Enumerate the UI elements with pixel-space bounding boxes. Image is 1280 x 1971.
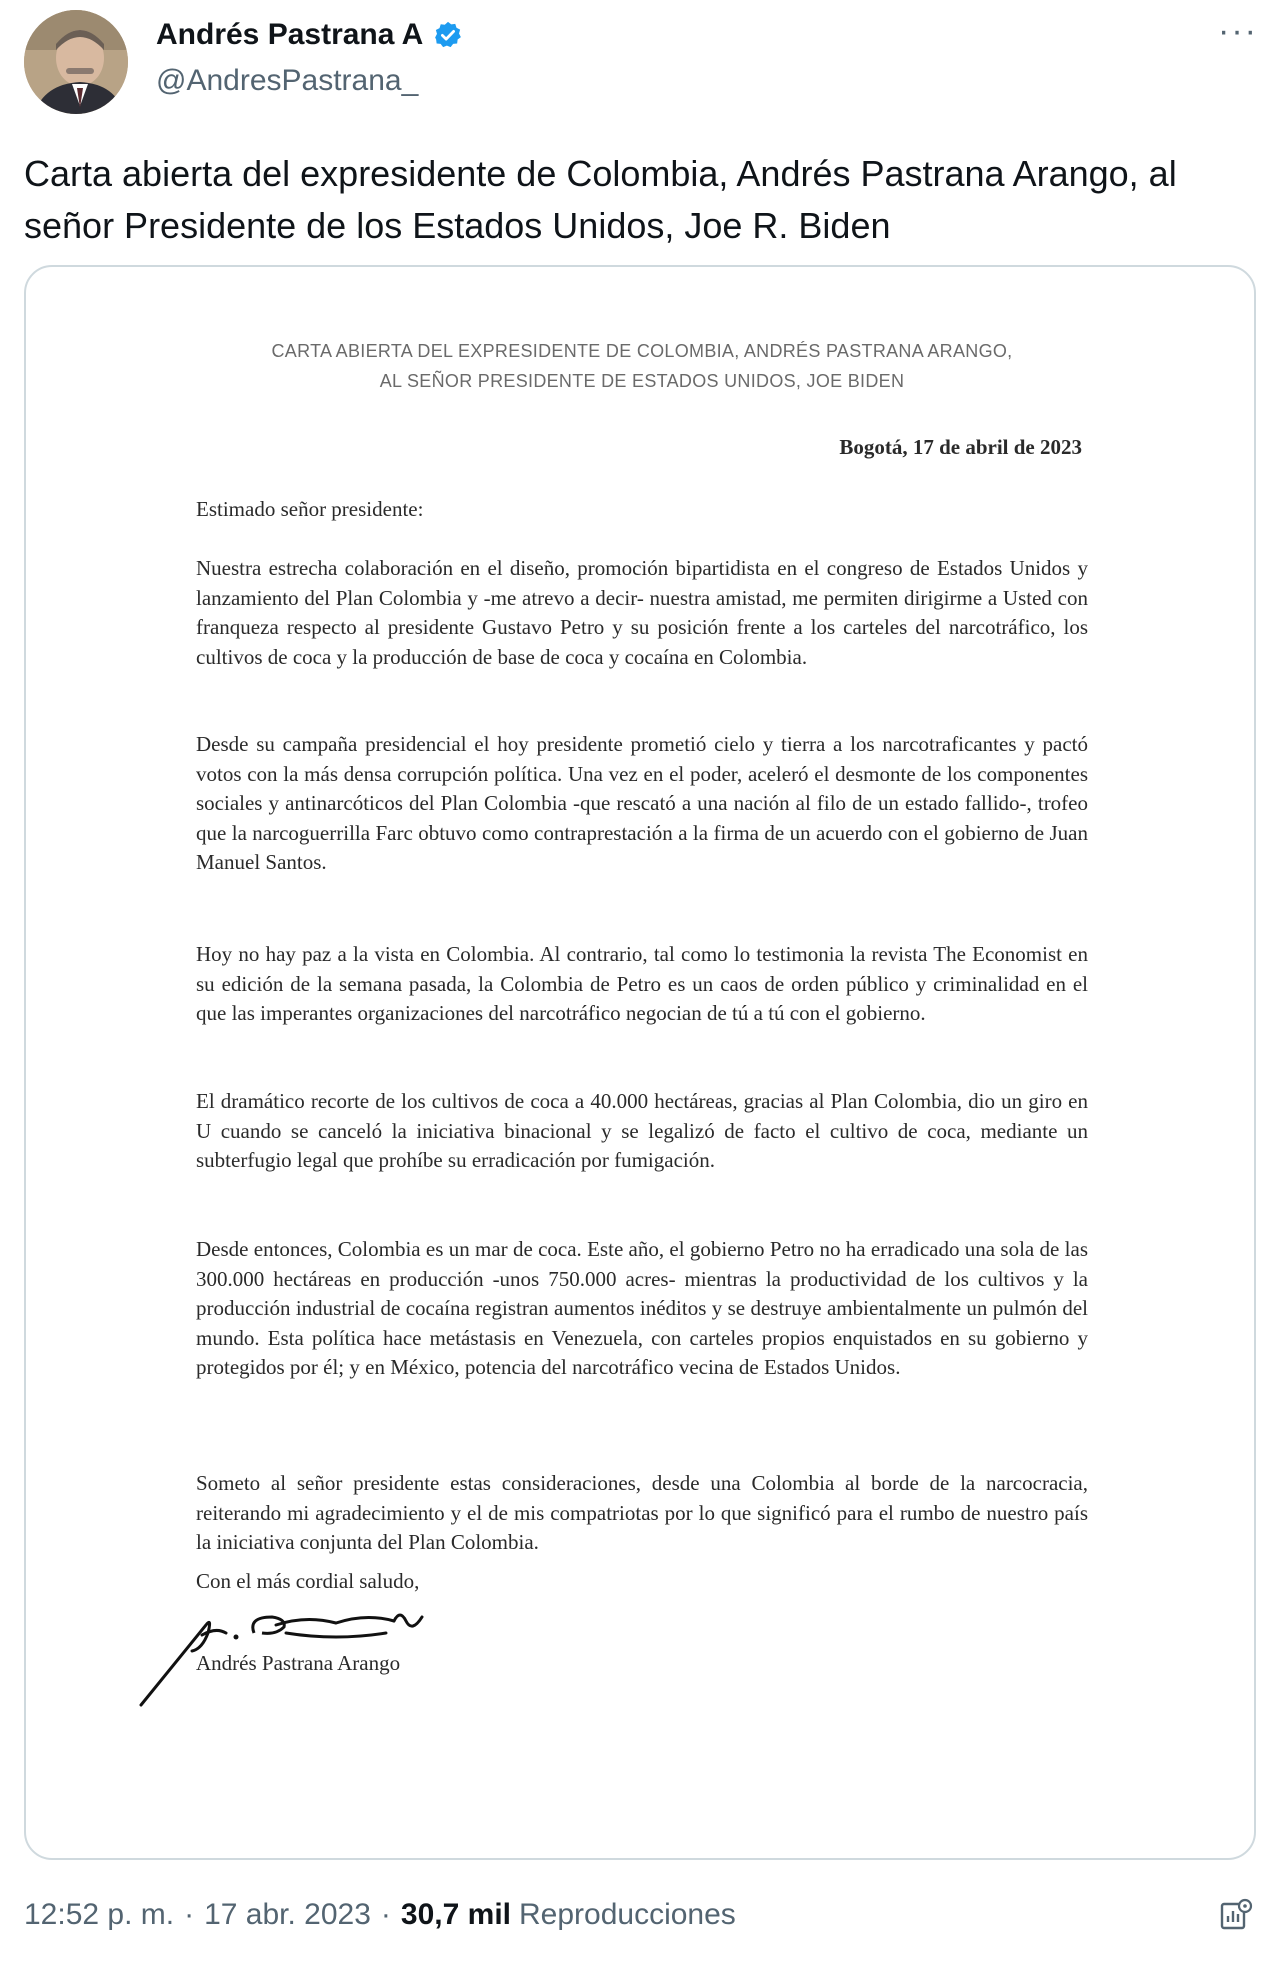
- letter-closing: Con el más cordial saludo,: [196, 1569, 420, 1593]
- author-avatar[interactable]: [24, 10, 128, 114]
- letter-header-line-1: CARTA ABIERTA DEL EXPRESIDENTE DE COLOMBIA, ANDRÉS PASTRANA ARANGO,: [271, 341, 1013, 361]
- views-count: 30,7 mil: [400, 1898, 511, 1931]
- letter-header-line-2: AL SEÑOR PRESIDENTE DE ESTADOS UNIDOS, JOE BIDEN: [379, 371, 905, 391]
- letter-paragraph: Someto al señor presidente estas consideraciones, desde una Colombia al borde de la narcocracia, reiterando mi agradecimiento y el de mis compatriotas por lo que significó para el rumbo de nuestro país la iniciativa conjunta del Plan Colombia.: [196, 1471, 1088, 1554]
- author-handle[interactable]: @AndresPastrana_: [156, 64, 419, 97]
- analytics-icon[interactable]: [1216, 1896, 1256, 1936]
- author-name-row[interactable]: [156, 18, 463, 52]
- author-name[interactable]: Andrés Pastrana A: [156, 18, 424, 51]
- meta-separator: ·: [184, 1898, 195, 1931]
- meta-separator: ·: [380, 1898, 391, 1931]
- letter-paragraph: El dramático recorte de los cultivos de coca a 40.000 hectáreas, gracias al Plan Colombia, dio un giro en U cuando se canceló la iniciativa binacional y se legalizó de facto el cultivo de coca, mediante un subterfugio legal que prohíbe su erradicación por fumigación.: [196, 1089, 1088, 1172]
- avatar-photo: [24, 10, 128, 114]
- tweet-date[interactable]: 17 abr. 2023: [204, 1898, 371, 1931]
- letter-paragraph: Desde entonces, Colombia es un mar de coca. Este año, el gobierno Petro no ha erradicado una sola de las 300.000 hectáreas en producción -unos 750.000 acres- mientras la productividad de los cultivos y la producción industrial de cocaína registran aumentos inéditos y se destruye ambientalmente un pulmón del mundo. Esta política hace metástasis en Venezuela, con carteles propios enquistados en su gobierno y protegidos por él; y en México, potencia del narcotráfico vecina de Estados Unidos.: [196, 1237, 1088, 1379]
- tweet-time[interactable]: 12:52 p. m.: [24, 1898, 175, 1931]
- letter-paragraph: Nuestra estrecha colaboración en el diseño, promoción bipartidista en el congreso de Estados Unidos y lanzamiento del Plan Colombia y -me atrevo a decir- nuestra amistad, me permiten dirigirme a Usted con franqueza respecto al presidente Gustavo Petro y su posición frente a los carteles del narcotráfico, los cultivos de coca y la producción de base de coca y cocaína en Colombia.: [196, 556, 1088, 669]
- tweet-media-image[interactable]: [24, 265, 1256, 1860]
- letter-date: Bogotá, 17 de abril de 2023: [839, 435, 1082, 459]
- letter-document: [26, 267, 1254, 1858]
- letter-signer-name: Andrés Pastrana Arango: [196, 1651, 401, 1675]
- letter-salutation: Estimado señor presidente:: [196, 497, 424, 521]
- views-label: Reproducciones: [519, 1898, 736, 1931]
- verified-badge-icon: [433, 20, 463, 50]
- letter-paragraph: Desde su campaña presidencial el hoy presidente prometió cielo y tierra a los narcotraficantes y pactó votos con la más densa corrupción política. Una vez en el poder, aceleró el desmonte de los componentes sociales y antinarcóticos del Plan Colombia -que rescató a una nación al filo de un estado fallido-, trofeo que la narcoguerrilla Farc obtuvo como contraprestación a la firma de un acuerdo con el gobierno de Juan Manuel Santos.: [196, 732, 1088, 874]
- tweet-meta: [24, 1898, 736, 1932]
- tweet-text: Carta abierta del expresidente de Colombia, Andrés Pastrana Arango, al señor Presidente de los Estados Unidos, Joe R. Biden: [24, 153, 1177, 246]
- letter-paragraph: Hoy no hay paz a la vista en Colombia. Al contrario, tal como lo testimonia la revista The Economist en su edición de la semana pasada, la Colombia de Petro es un caos de orden público y criminalidad en el que las imperantes organizaciones del narcotráfico negocian de tú a tú con el gobierno.: [196, 942, 1088, 1025]
- more-options-icon[interactable]: ···: [1218, 12, 1258, 50]
